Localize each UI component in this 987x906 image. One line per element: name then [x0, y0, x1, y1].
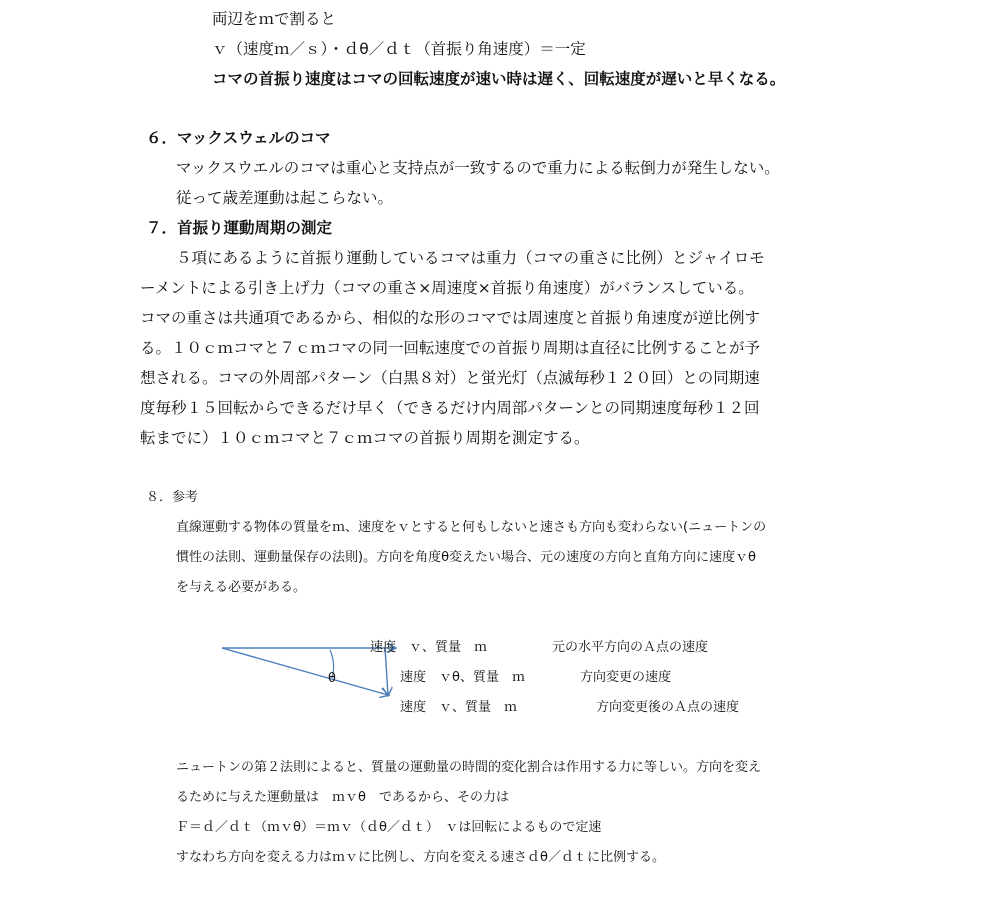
section-6-heading: ６．マックスウェルのコマ [146, 129, 331, 147]
text-line: 直線運動する物体の質量をｍ、速度をｖとすると何もしないと速さも方向も変わらない(ニュートンの [176, 520, 767, 535]
text-line: ５項にあるように首振り運動しているコマは重力（コマの重さに比例）とジャイロモ [176, 249, 765, 267]
text-line: を与える必要がある。 [176, 580, 307, 595]
text-line: ニュートンの第２法則によると、質量の運動量の時間的変化割合は作用する力に等しい。方向を変え [176, 760, 762, 775]
text-line: ーメントによる引き上げ力（コマの重さ×周速度×首振り角速度）がバランスしている。 [140, 279, 754, 297]
diagram-label: 速度 ｖ、質量 ｍ [370, 640, 488, 655]
diagram-label: 元の水平方向のＡ点の速度 [552, 640, 709, 655]
text-line: 従って歳差運動は起こらない。 [176, 189, 394, 207]
section-7-heading: ７．首振り運動周期の測定 [146, 219, 333, 237]
text-line: コマの重さは共通項であるから、相似的な形のコマでは周速度と首振り角速度が逆比例す [140, 309, 761, 327]
text-line: 両辺をｍで割ると [212, 10, 337, 28]
velocity-arrow-resultant [222, 648, 388, 695]
text-line: 転までに）１０ｃｍコマと７ｃｍコマの首振り周期を測定する。 [140, 429, 590, 447]
diagram-label: 速度 ｖθ、質量 ｍ [400, 670, 525, 685]
emphasis-line: コマの首振り速度はコマの回転速度が速い時は遅く、回転速度が遅いと早くなる。 [212, 70, 786, 88]
diagram-label: 速度 ｖ、質量 ｍ [400, 700, 518, 715]
text-line: る。１０ｃｍコマと７ｃｍコマの同一回転速度での首振り周期は直径に比例することが予 [140, 339, 761, 357]
diagram-label: 方向変更後のＡ点の速度 [596, 700, 740, 715]
theta-label: θ [328, 671, 336, 686]
text-line: マックスウエルのコマは重心と支持点が一致するので重力による転倒力が発生しない。 [176, 159, 780, 177]
text-line: るために与えた運動量は ｍｖθ であるから、その力は [176, 790, 509, 805]
text-line: すなわち方向を変える力はｍｖに比例し、方向を変える速さｄθ／ｄｔに比例する。 [176, 850, 665, 865]
text-line: Ｆ＝ｄ／ｄｔ（ｍｖθ）＝ｍｖ（ｄθ／ｄｔ） ｖは回転によるもので定速 [176, 820, 602, 835]
text-line: 慣性の法則、運動量保存の法則)。方向を角度θ変えたい場合、元の速度の方向と直角方向に速度ｖθ [176, 550, 756, 565]
section-8-heading: ８．参考 [146, 490, 199, 505]
text-line: ｖ（速度ｍ／ｓ）・ｄθ／ｄｔ（首振り角速度）＝一定 [212, 40, 586, 58]
text-line: 度毎秒１５回転からできるだけ早く（できるだけ内周部パターンとの同期速度毎秒１２回 [140, 399, 760, 417]
diagram-label: 方向変更の速度 [580, 670, 672, 685]
text-line: 想される。コマの外周部パターン（白黒８対）と蛍光灯（点滅毎秒１２０回）との同期速 [140, 369, 760, 387]
